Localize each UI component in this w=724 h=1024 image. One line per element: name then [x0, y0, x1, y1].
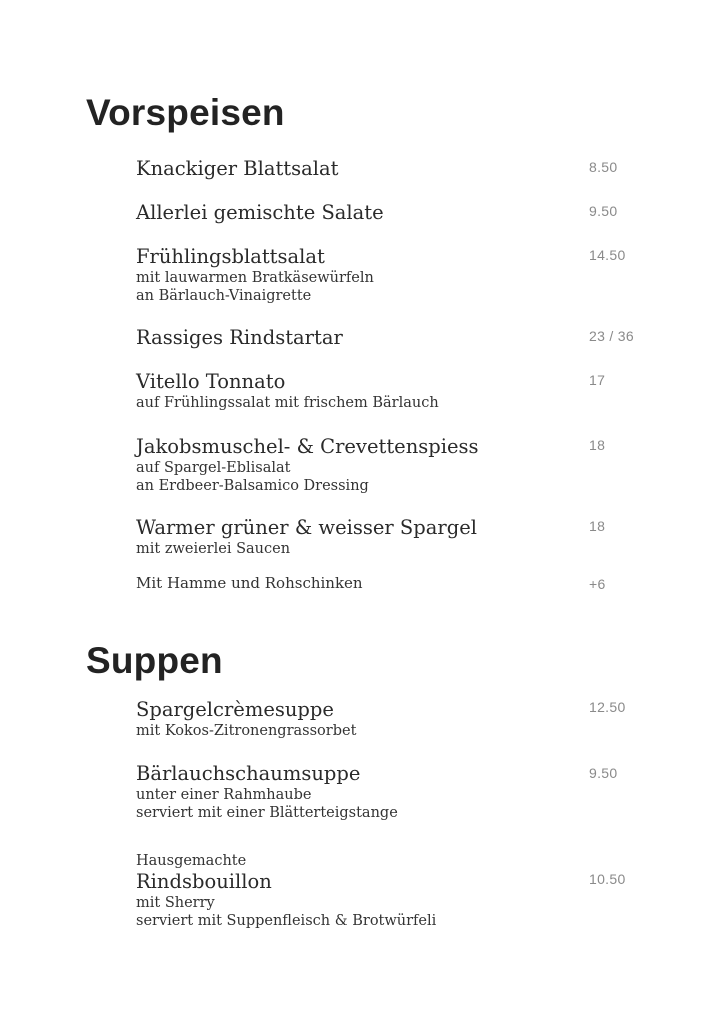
item-description: serviert mit einer Blätterteigstange — [136, 805, 398, 821]
item-description: an Erdbeer-Balsamico Dressing — [136, 478, 369, 494]
item-price: 9.50 — [589, 765, 618, 781]
item-name: Rindsbouillon — [136, 870, 272, 893]
item-description: mit Kokos-Zitronengrassorbet — [136, 723, 357, 739]
item-name: Jakobsmuschel- & Crevettenspiess — [136, 435, 479, 458]
item-prefix: Hausgemachte — [136, 853, 247, 869]
item-price: 18 — [589, 518, 606, 534]
item-description: serviert mit Suppenfleisch & Brotwürfeli — [136, 913, 437, 929]
item-price: 18 — [589, 437, 606, 453]
item-description: auf Spargel-Eblisalat — [136, 460, 291, 476]
item-description: mit zweierlei Saucen — [136, 541, 291, 557]
menu-item — [136, 852, 676, 930]
item-name: Vitello Tonnato — [136, 370, 286, 393]
item-description: unter einer Rahmhaube — [136, 787, 312, 803]
item-price: 9.50 — [589, 203, 618, 219]
item-name: Rassiges Rindstartar — [136, 326, 343, 349]
item-name: Spargelcrèmesuppe — [136, 698, 334, 721]
item-description: mit Sherry — [136, 895, 215, 911]
item-name: Frühlingsblattsalat — [136, 245, 325, 268]
item-name: Knackiger Blattsalat — [136, 157, 339, 180]
item-description: auf Frühlingssalat mit frischem Bärlauch — [136, 395, 439, 411]
item-extra-price: +6 — [589, 576, 606, 592]
item-name: Allerlei gemischte Salate — [136, 201, 384, 224]
item-price: 17 — [589, 372, 606, 388]
section-title-suppen: Suppen — [86, 640, 223, 681]
item-description: an Bärlauch-Vinaigrette — [136, 288, 312, 304]
item-price: 12.50 — [589, 699, 626, 715]
item-description: mit lauwarmen Bratkäsewürfeln — [136, 270, 374, 286]
item-price: 23 / 36 — [589, 328, 634, 344]
item-price: 14.50 — [589, 247, 626, 263]
item-price: 10.50 — [589, 871, 626, 887]
item-extra-option: Mit Hamme und Rohschinken — [136, 574, 363, 592]
item-name: Bärlauchschaumsuppe — [136, 762, 361, 785]
section-title-vorspeisen: Vorspeisen — [86, 92, 285, 133]
item-name: Warmer grüner & weisser Spargel — [136, 516, 477, 539]
item-price: 8.50 — [589, 159, 618, 175]
